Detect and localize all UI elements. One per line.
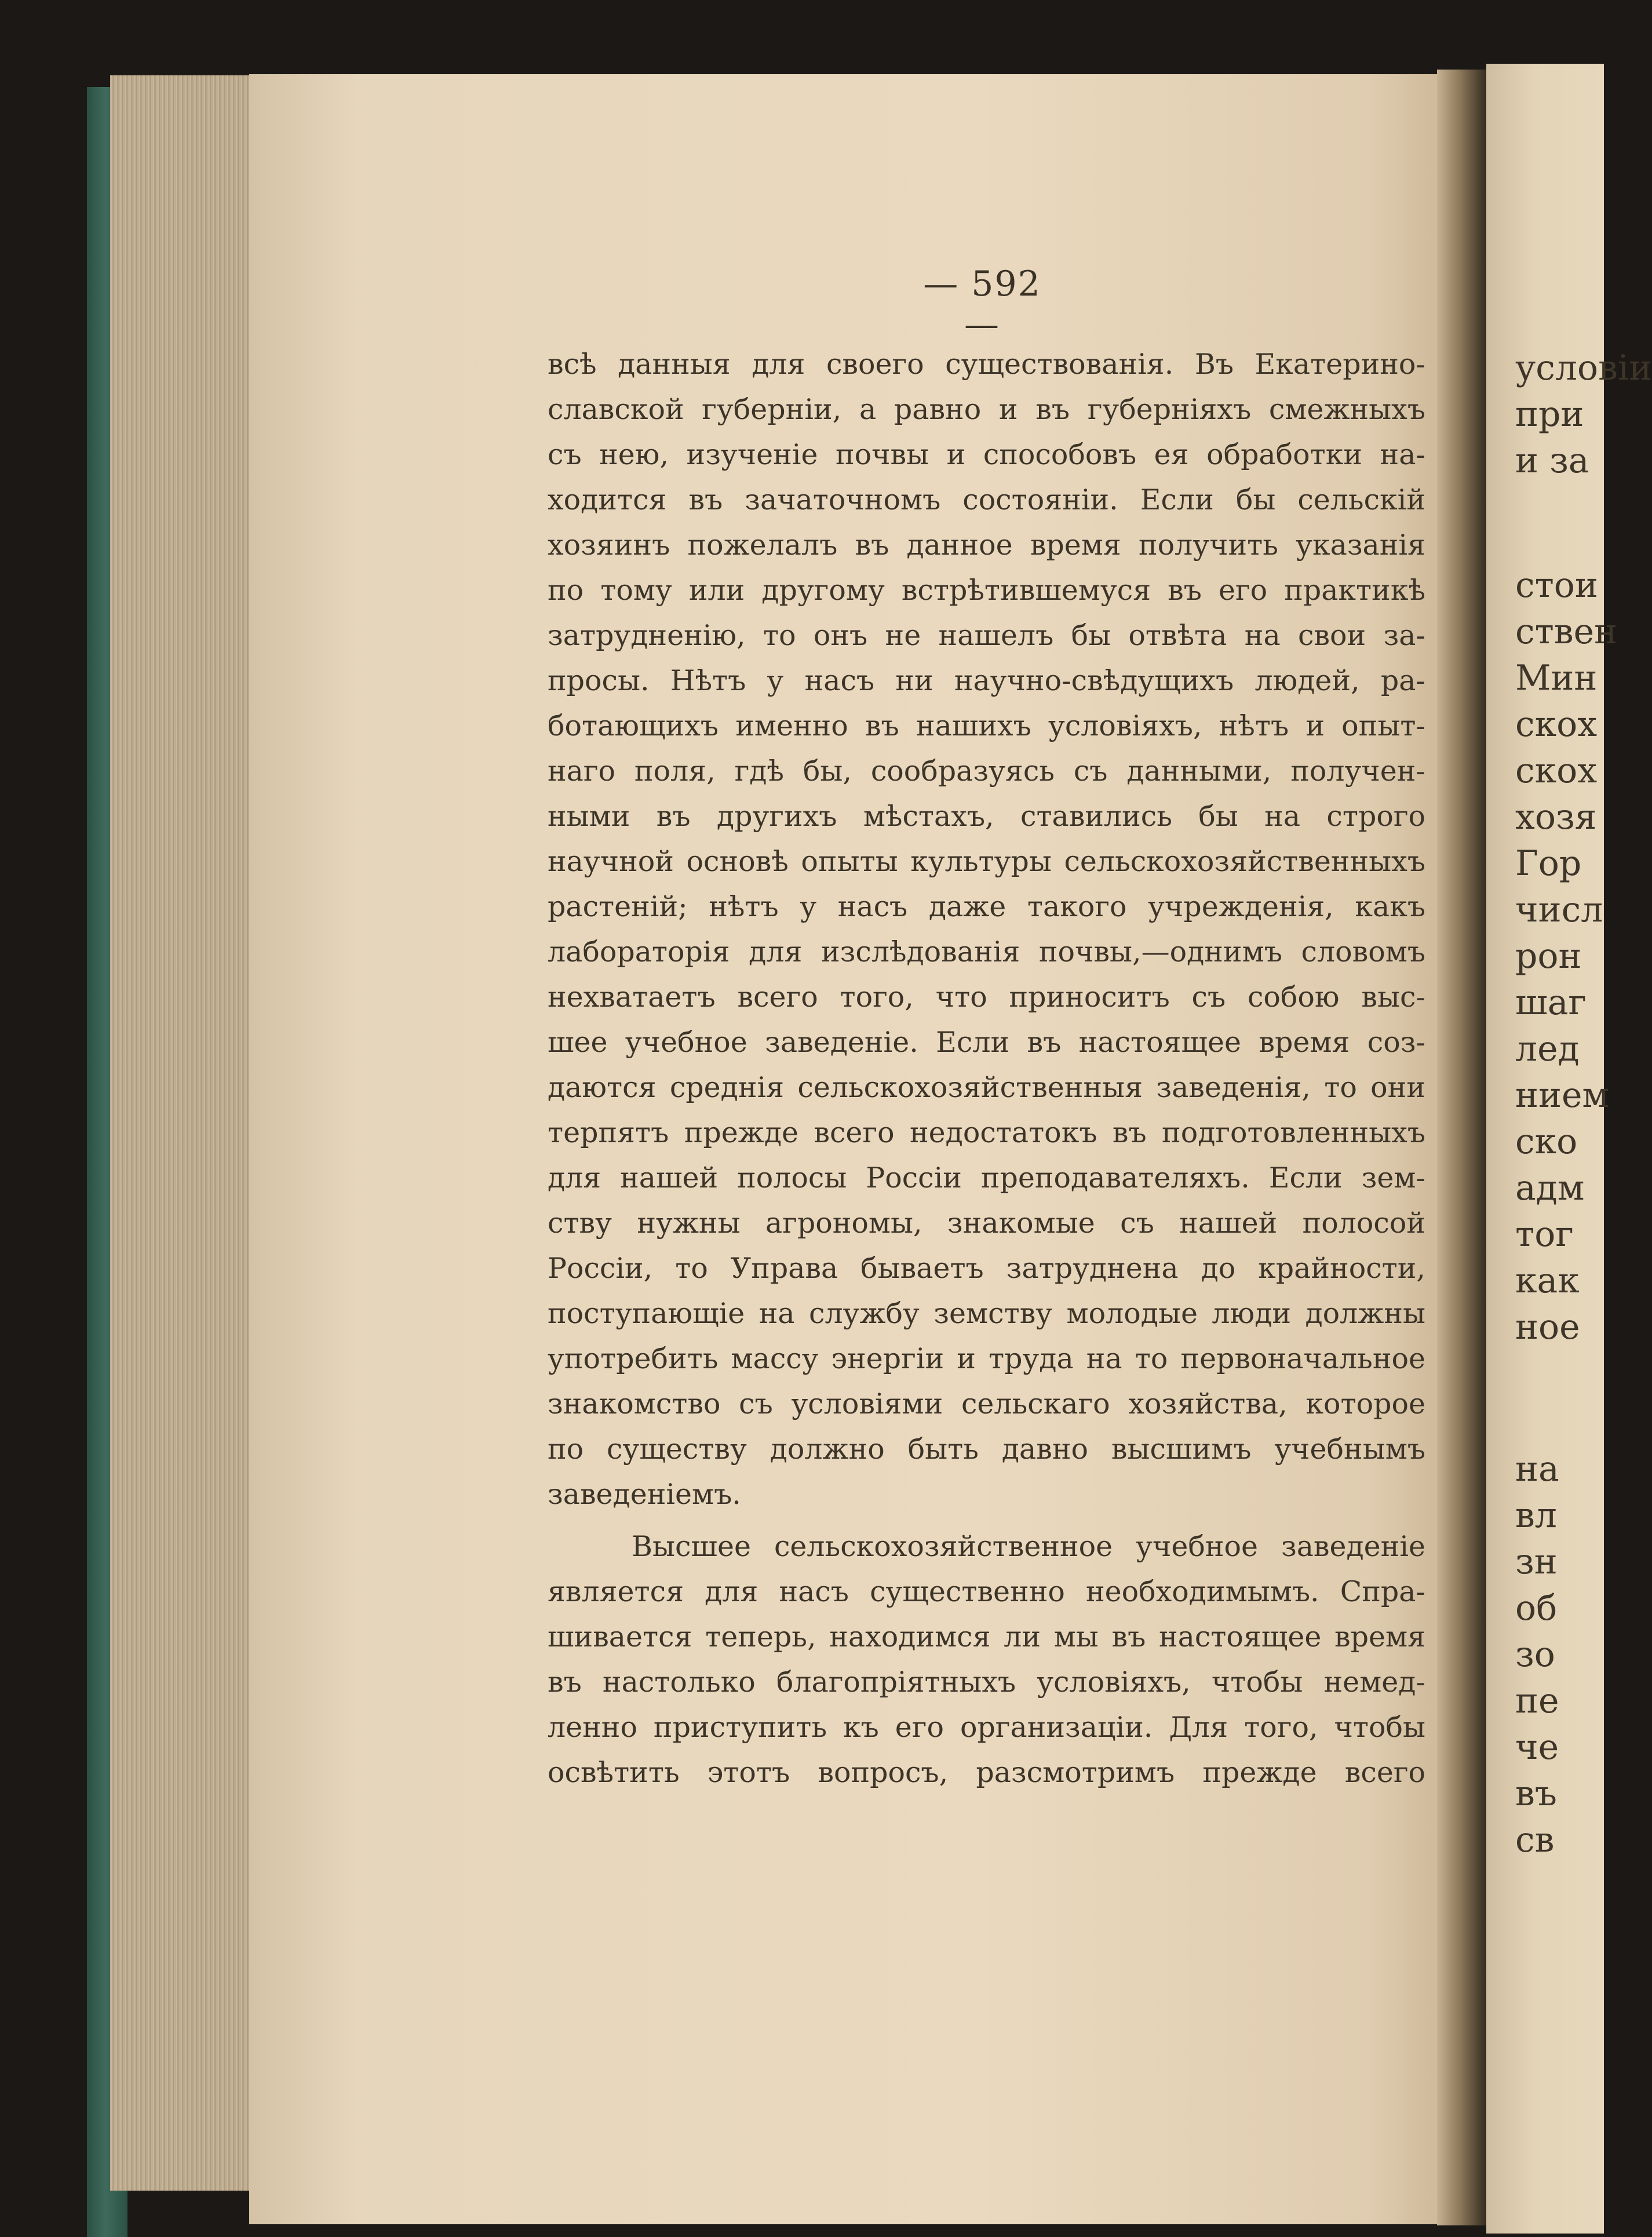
text-line: ленно приступить къ его организаціи. Для того, чтобы	[548, 1711, 1425, 1744]
right-page-fragment: как	[1515, 1260, 1580, 1301]
text-line: съ нею, изученіе почвы и способовъ ея обработки на-	[548, 438, 1425, 471]
right-page-fragment: стои	[1515, 565, 1598, 606]
text-line: является для насъ существенно необходимымъ. Спра-	[548, 1575, 1425, 1608]
text-line: даются среднія сельскохозяйственныя заведенія, то они	[548, 1071, 1425, 1104]
text-line: шивается теперь, находимся ли мы въ настоящее время	[548, 1620, 1425, 1653]
text-line: ными въ другихъ мѣстахъ, ставились бы на строго	[548, 800, 1425, 833]
text-line: славской губерніи, а равно и въ губерніяхъ смежныхъ	[548, 393, 1425, 426]
right-page-fragment: об	[1515, 1588, 1558, 1628]
right-page-fragment: тог	[1515, 1214, 1574, 1255]
text-line: употребить массу энергіи и труда на то первоначальное	[548, 1342, 1425, 1375]
text-line: всѣ данныя для своего существованія. Въ Екатерино-	[548, 348, 1425, 381]
text-line: терпятъ прежде всего недостатокъ въ подготовленныхъ	[548, 1116, 1425, 1149]
right-page-fragment: Мин	[1515, 658, 1598, 698]
right-page-fragment: въ	[1515, 1773, 1557, 1814]
text-line: Высшее сельскохозяйственное учебное заведеніе	[632, 1530, 1425, 1563]
right-page-fragment: ско	[1515, 1121, 1578, 1162]
book-gutter	[1437, 70, 1489, 2225]
text-line: просы. Нѣтъ у насъ ни научно-свѣдущихъ людей, ра-	[548, 664, 1425, 697]
right-page-fragment: адм	[1515, 1168, 1585, 1208]
right-page-fragment: нием	[1515, 1075, 1610, 1116]
text-line: хозяинъ пожелалъ въ данное время получить указанія	[548, 529, 1425, 562]
right-page-fragment: условіи	[1515, 348, 1652, 388]
right-page-fragment: числ	[1515, 890, 1603, 930]
right-page-fragment: пе	[1515, 1681, 1559, 1721]
right-page-fragment: зн	[1515, 1542, 1558, 1582]
right-page-fragment: скох	[1515, 750, 1598, 791]
text-line: по существу должно быть давно высшимъ учебнымъ	[548, 1433, 1425, 1466]
page-stack-edge	[110, 75, 255, 2191]
text-line: въ настолько благопріятныхъ условіяхъ, чтобы немед-	[548, 1666, 1425, 1699]
text-line: шее учебное заведеніе. Если въ настоящее время соз-	[548, 1026, 1425, 1059]
text-line: лабораторія для изслѣдованія почвы,—однимъ словомъ	[548, 935, 1425, 968]
text-line: наго поля, гдѣ бы, сообразуясь съ данными, получен-	[548, 755, 1425, 788]
right-page-fragment: ствен	[1515, 611, 1618, 652]
text-line: затрудненію, то онъ не нашелъ бы отвѣта на свои за-	[548, 619, 1425, 652]
right-page-fragment: вл	[1515, 1495, 1557, 1536]
text-line: нехватаетъ всего того, что приноситъ съ собою выс-	[548, 981, 1425, 1014]
right-page-fragment: и за	[1515, 440, 1589, 481]
right-page-fragment: скох	[1515, 704, 1598, 745]
right-page-fragment: на	[1515, 1449, 1559, 1489]
text-line: растеній; нѣтъ у насъ даже такого учрежденія, какъ	[548, 890, 1425, 923]
text-line: поступающіе на службу земству молодые люди должны	[548, 1297, 1425, 1330]
text-line: ботающихъ именно въ нашихъ условіяхъ, нѣтъ и опыт-	[548, 709, 1425, 742]
right-page-fragment: че	[1515, 1727, 1559, 1768]
text-line: Россіи, то Управа бываетъ затруднена до крайности,	[548, 1252, 1425, 1285]
text-line: ству нужны агрономы, знакомые съ нашей полосой	[548, 1207, 1425, 1240]
right-page-fragment: св	[1515, 1820, 1555, 1860]
text-line: знакомство съ условіями сельскаго хозяйства, которое	[548, 1387, 1425, 1420]
page-number: — 592 —	[923, 264, 1041, 345]
right-page-edge	[1486, 64, 1652, 2234]
right-page-fragment: при	[1515, 394, 1584, 435]
right-page-fragment: шаг	[1515, 982, 1587, 1023]
text-line: освѣтить этотъ вопросъ, разсмотримъ прежде всего	[548, 1756, 1425, 1789]
right-page-fragment: ное	[1515, 1307, 1580, 1347]
right-page-fragment: рон	[1515, 936, 1582, 977]
right-page-fragment: лед	[1515, 1029, 1580, 1069]
text-line: научной основѣ опыты культуры сельскохозяйственныхъ	[548, 845, 1425, 878]
text-line: заведеніемъ.	[548, 1478, 741, 1511]
right-page-fragment: хозя	[1515, 797, 1597, 837]
text-line: для нашей полосы Россіи преподавателяхъ. Если зем-	[548, 1161, 1425, 1194]
text-line: по тому или другому встрѣтившемуся въ его практикѣ	[548, 574, 1425, 607]
right-page-fragment: Гор	[1515, 843, 1582, 884]
right-page-fragment: зо	[1515, 1634, 1555, 1675]
text-line: ходится въ зачаточномъ состояніи. Если бы сельскій	[548, 483, 1425, 516]
